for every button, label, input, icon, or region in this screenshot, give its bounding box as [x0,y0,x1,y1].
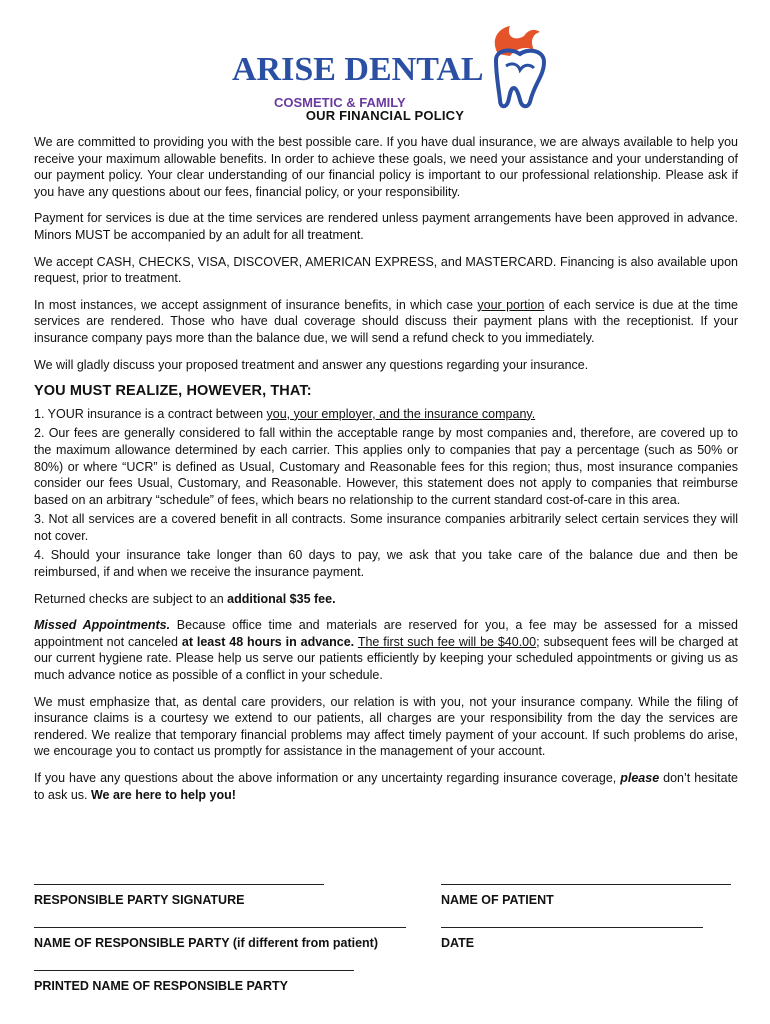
closing-paragraph: If you have any questions about the above information or any uncertainty regarding insurance coverage, please don’t hesitate to ask us. We are here to help you! [34,771,738,802]
date-label: DATE [441,936,475,950]
list-item: 3. Not all services are a covered benefit in all contracts. Some insurance companies arbitrarily select certain services they will not cover. [34,512,738,543]
realize-heading: YOU MUST REALIZE, HOWEVER, THAT: [34,383,312,400]
list-item: 1. YOUR insurance is a contract between you, your employer, and the insurance company. [34,406,536,421]
signature-line [34,884,324,885]
responsible-signature-field[interactable] [34,884,324,907]
printed-name-label: PRINTED NAME OF RESPONSIBLE PARTY [34,979,288,993]
date-field[interactable] [441,927,703,950]
emphasize-paragraph: We must emphasize that, as dental care providers, our relation is with you, not your insurance company. While the filing of insurance claims is a courtesy we extend to our patients, all charges are your responsibility from the day the services are rendered. We realize that temporary financial problems may affect timely payment of your account. If such problems do arise, we encourage you to contact us promptly for assistance in the management of your account. [34,694,738,759]
signature-line [441,884,731,885]
policy-body [34,134,738,813]
payment-methods-paragraph: We accept CASH, CHECKS, VISA, DISCOVER, AMERICAN EXPRESS, and MASTERCARD. Financing is also available upon request, prior to treatment. [34,254,738,286]
tooth-flame-icon [495,26,544,106]
responsible-signature-label: RESPONSIBLE PARTY SIGNATURE [34,893,245,907]
signature-line [34,927,406,928]
arise-dental-logo [228,22,558,112]
intro-paragraph: We are committed to providing you with the best possible care. If you have dual insurance, we are always available to help you receive your maximum allowable benefits. In order to achieve these goals, we need your assistance and your understanding of our payment policy. Your clear understanding of our financial policy is important to our professional relationship. Please ask if you have any questions about our fees, financial policy, or your responsibility. [34,135,738,199]
missed-appointments-paragraph: Missed Appointments. Because office time and materials are reserved for you, a fee may be assessed for a missed appointment not canceled at least 48 hours in advance. The first such fee will be $40.00; subsequent fees will be charged at our current hygiene rate. Please help us serve our patients efficiently by keeping your scheduled appointments or giving us as much advance notice as possible of a conflict in your schedule. [34,618,738,683]
discuss-paragraph: We will gladly discuss your proposed treatment and answer any questions regarding your insurance. [34,357,589,372]
your-portion-text: your portion [477,297,545,312]
printed-name-field[interactable] [34,970,354,993]
page-title: OUR FINANCIAL POLICY [305,108,465,123]
logo-name: ARISE DENTAL [232,51,484,88]
responsible-name-field[interactable] [34,927,406,950]
list-item: 2. Our fees are generally considered to fall within the acceptable range by most companies and, therefore, are covered up to the maximum allowance determined by each carrier. This applies only to companies that pay a percentage (such as 50% or 80%) or where “UCR” is defined as Usual, Customary and Reasonable fees for this region; thus, most insurance companies consider our fees Usual, Customary, and Reasonable. However, this statement does not apply to companies that reimburse based on an arbitrary “schedule” of fees, which bears no relationship to the current standard cost-of-care in this area. [34,426,738,507]
patient-name-label: NAME OF PATIENT [441,893,554,907]
patient-name-field[interactable] [441,884,731,907]
responsible-name-label: NAME OF RESPONSIBLE PARTY (if different from patient) [34,936,378,950]
logo-tagline: COSMETIC & FAMILY [274,95,406,110]
insurance-assignment-paragraph: In most instances, we accept assignment of insurance benefits, in which case your portion of each service is due at the time services are rendered. Those who have dual coverage should discuss their payment plans with the receptionist. If your insurance company pays more than the balance due, we will send a refund check to you immediately. [34,297,738,345]
list-item: 4. Should your insurance take longer than 60 days to pay, we ask that you take care of the balance due and then be reimbursed, if and when we receive the insurance payment. [34,548,738,580]
payment-paragraph: Payment for services is due at the time services are rendered unless payment arrangements have been approved in advance. Minors MUST be accompanied by an adult for all treatment. [34,211,738,242]
signature-line [34,970,354,971]
returned-checks-paragraph: Returned checks are subject to an additional $35 fee. [34,591,336,606]
signature-line [441,927,703,928]
